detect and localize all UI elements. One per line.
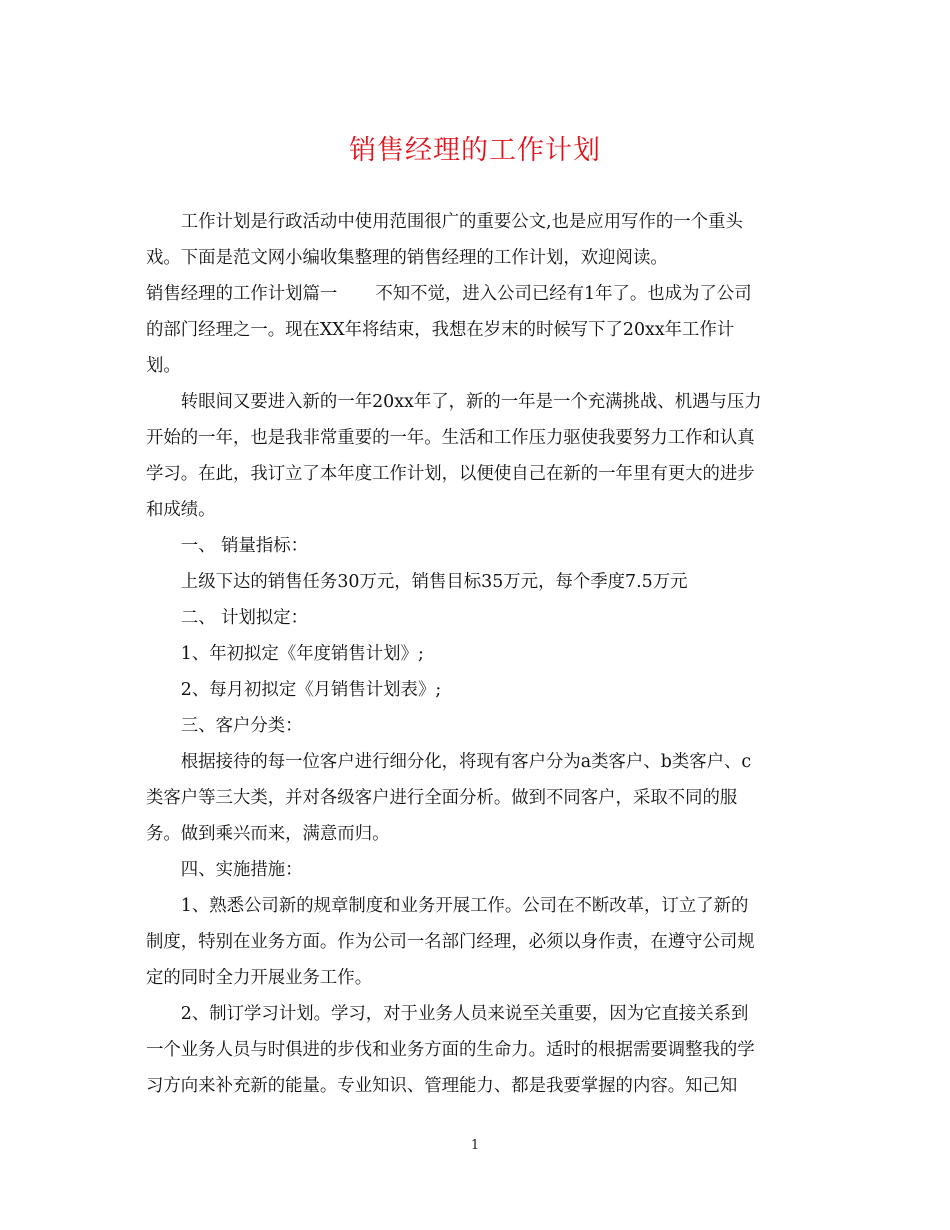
intro-paragraph: [146, 204, 808, 276]
text-line: 开始的一年，也是我非常重要的一年。生活和工作压力驱使我要努力工作和认真: [146, 428, 755, 448]
text-line: 不知不觉，进入公司已经有1年了。也成为了公司: [375, 284, 752, 304]
item-1-heading: 一、 销量指标：: [180, 536, 309, 556]
text-line: 2、制订学习计划。学习，对于业务人员来说至关重要，因为它直接关系到: [180, 1004, 749, 1024]
item-1: [146, 528, 808, 600]
text-line: 习方向来补充新的能量。专业知识、管理能力、都是我要掌握的内容。知己知: [146, 1076, 738, 1096]
text-line: 转眼间又要进入新的一年20xx年了，新的一年是一个充满挑战、机遇与压力: [180, 392, 762, 412]
document-title: 销售经理的工作计划: [349, 135, 601, 166]
item-2-sub-2: 2、每月初拟定《月销售计划表》;: [180, 680, 442, 700]
item-1-text: 上级下达的销售任务30万元，销售目标35万元，每个季度7.5万元: [180, 572, 688, 592]
text-line: 戏。下面是范文网小编收集整理的销售经理的工作计划，欢迎阅读。: [146, 248, 668, 268]
section-heading: 销售经理的工作计划篇一: [146, 284, 338, 304]
page-number: 1: [470, 1138, 480, 1153]
text-line: 类客户等三大类，并对各级客户进行全面分析。做到不同客户，采取不同的服: [146, 788, 738, 808]
text-line: 1、熟悉公司新的规章制度和业务开展工作。公司在不断改革，订立了新的: [180, 896, 749, 916]
document-body: [146, 204, 808, 1104]
item-2: [146, 600, 808, 708]
text-line: 学习。在此，我订立了本年度工作计划，以便使自己在新的一年里有更大的进步: [146, 464, 755, 484]
text-line: 定的同时全力开展业务工作。: [146, 968, 373, 988]
item-4: [146, 852, 808, 1104]
section-intro-paragraph: [146, 276, 808, 384]
paragraph-2: [146, 384, 808, 528]
item-2-heading: 二、 计划拟定：: [180, 608, 309, 628]
text-line: 根据接待的每一位客户进行细分化，将现有客户分为a类客户、b类客户、c: [180, 752, 752, 772]
text-line: 工作计划是行政活动中使用范围很广的重要公文,也是应用写作的一个重头: [180, 212, 743, 232]
text-line: 一个业务人员与时俱进的步伐和业务方面的生命力。适时的根据需要调整我的学: [146, 1040, 755, 1060]
text-line: 务。做到乘兴而来，满意而归。: [146, 824, 390, 844]
text-line: 划。: [146, 356, 181, 376]
item-4-heading: 四、实施措施：: [180, 860, 303, 880]
item-3: [146, 708, 808, 852]
text-line: 制度，特别在业务方面。作为公司一名部门经理，必须以身作责，在遵守公司规: [146, 932, 755, 952]
item-3-heading: 三、客户分类：: [180, 716, 303, 736]
section-first-line: [146, 276, 808, 312]
text-line: 和成绩。: [146, 500, 216, 520]
text-line: 的部门经理之一。现在XX年将结束，我想在岁末的时候写下了20xx年工作计: [146, 320, 735, 340]
item-2-sub-1: 1、年初拟定《年度销售计划》;: [180, 644, 424, 664]
